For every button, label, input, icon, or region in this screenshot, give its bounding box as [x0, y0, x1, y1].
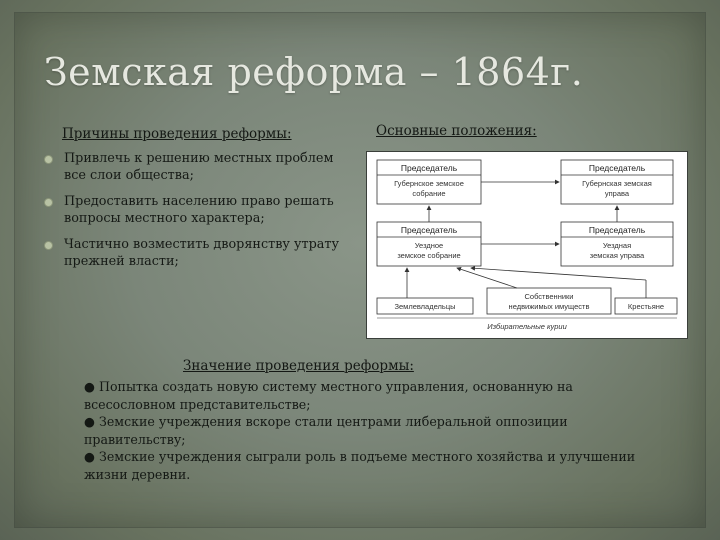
- list-item: [44, 150, 344, 184]
- box-peasants: [615, 298, 677, 314]
- box-label: Председатель: [588, 163, 646, 173]
- box-property-owners: [487, 288, 611, 314]
- list-item: [44, 236, 344, 270]
- bullet-icon: [44, 198, 53, 207]
- bullet-icon: [44, 241, 53, 250]
- significance-item: ● Земские учреждения сыграли роль в подъеме местного хозяйства и улучшении жизни деревни.: [84, 449, 636, 482]
- significance-item: ● Попытка создать новую систему местного управления, основанную на всесословном представительстве;: [84, 379, 573, 412]
- box-label: Председатель: [400, 225, 458, 235]
- curia-label: Избирательные курии: [487, 322, 567, 331]
- arrow-connector: [471, 268, 646, 280]
- bullet-icon: [44, 155, 53, 164]
- box-provincial-assembly: [377, 160, 481, 204]
- box-landowners: [377, 298, 473, 314]
- box-district-assembly: [377, 222, 481, 266]
- diagram-svg: [367, 152, 687, 338]
- box-label: земская управа: [589, 251, 645, 260]
- arrow-connector: [457, 268, 517, 288]
- box-label: управа: [604, 189, 630, 198]
- significance-item: ● Земские учреждения вскоре стали центрами либеральной оппозиции правительству;: [84, 414, 568, 447]
- box-label: недвижимых имуществ: [508, 302, 590, 311]
- box-label: Губернская земская: [582, 179, 652, 188]
- reason-text: Привлечь к решению местных проблем все слои общества;: [64, 151, 334, 183]
- box-label: Председатель: [400, 163, 458, 173]
- zemstvo-structure-diagram: [366, 151, 688, 339]
- reasons-heading: Причины проведения реформы:: [62, 126, 292, 142]
- box-label: Губернское земское: [394, 179, 464, 188]
- box-district-board: [561, 222, 673, 266]
- box-label: земское собрание: [397, 251, 461, 260]
- significance-text: [84, 378, 644, 483]
- reason-text: Предоставить населению право решать вопросы местного характера;: [64, 194, 334, 226]
- list-item: [44, 193, 344, 227]
- box-label: Уездное: [414, 241, 444, 250]
- reasons-list: [44, 150, 344, 279]
- box-label: Крестьяне: [627, 302, 665, 311]
- box-label: собрание: [412, 189, 446, 198]
- box-label: Землевладельцы: [394, 302, 456, 311]
- box-label: Уездная: [602, 241, 632, 250]
- box-label: Председатель: [588, 225, 646, 235]
- slide-title: Земская реформа – 1864г.: [44, 50, 584, 94]
- provisions-heading: Основные положения:: [376, 123, 537, 139]
- reason-text: Частично возместить дворянству утрату прежней власти;: [64, 237, 340, 269]
- box-provincial-board: [561, 160, 673, 204]
- significance-heading: Значение проведения реформы:: [183, 358, 414, 374]
- box-label: Собственники: [524, 292, 574, 301]
